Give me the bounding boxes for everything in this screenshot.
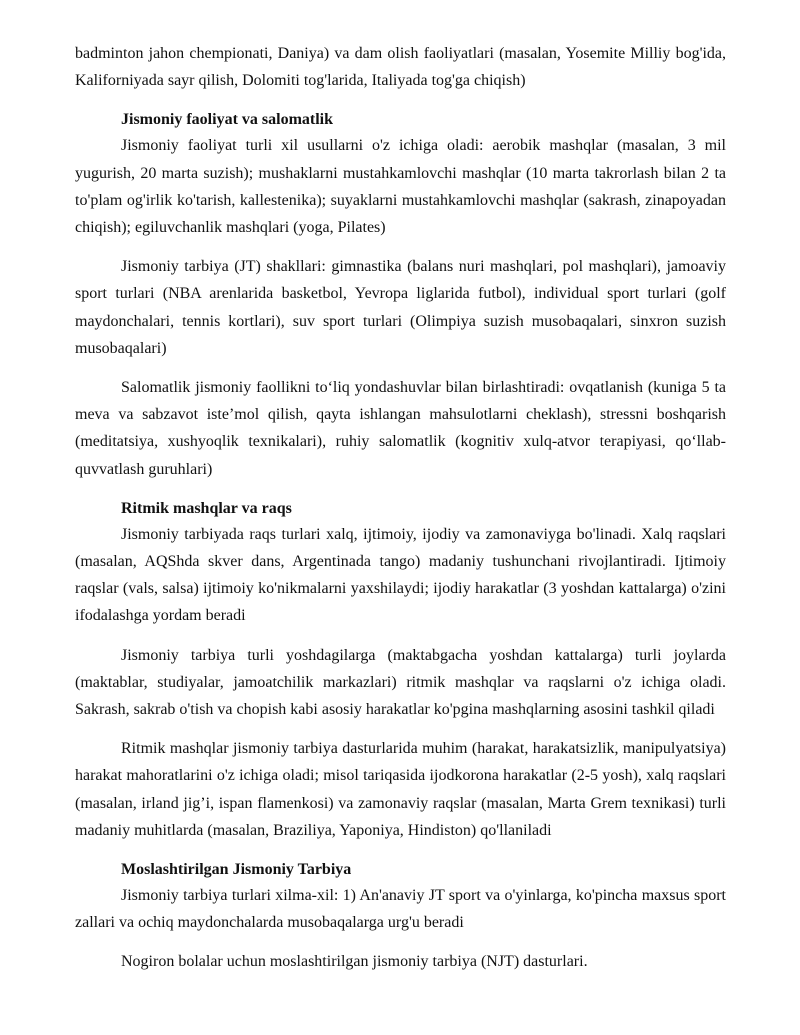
paragraph: Jismoniy tarbiya turli yoshdagilarga (maktabgacha yoshdan kattalarga) turli joylarda (maktablar, studiyalar, jamoatchilik markazlari) ritmik mashqlar va raqslarni o'z ichiga oladi. Sakrash, sakrab o'tish va chopish kabi asosiy harakatlar ko'pgina mashqlarning asosini tashkil qiladi — [75, 646, 726, 719]
section-jismoniy-faoliyat — [75, 108, 726, 482]
section-moslashtirilgan-jt — [75, 858, 726, 976]
paragraph: Jismoniy faoliyat turli xil usullarni o'z ichiga oladi: aerobik mashqlar (masalan, 3 mil yugurish, 20 marta suzish); mushaklarni mustahkamlovchi mashqlar (10 marta takrorlash bilan 2 ta to'plam og'irlik ko'tarish, kallestenika); suyaklarni mustahkamlovchi mashqlar (sakrash, zinapoyadan chiqish); egiluvchanlik mashqlari (yoga, Pilates) — [75, 137, 726, 237]
section-heading: Moslashtirilgan Jismoniy Tarbiya — [121, 861, 352, 879]
paragraph: Salomatlik jismoniy faollikni to‘liq yondashuvlar bilan birlashtiradi: ovqatlanish (kuniga 5 ta meva va sabzavot iste’mol qilish, qayta ishlangan mahsulotlarni cheklash), stressni boshqarish (meditatsiya, xushyoqlik texnikalari), ruhiy salomatlik (kognitiv xulq-atvor terapiyasi, qo‘llab-quvvatlash guruhlari) — [75, 379, 726, 478]
paragraph: Jismoniy tarbiyada raqs turlari xalq, ijtimoiy, ijodiy va zamonaviyga bo'linadi. Xalq raqslari (masalan, AQShda skver dans, Argentinada tango) madaniy tushunchani rivojlantiradi. Ijtimoiy raqslar (vals, salsa) ijtimoiy ko'nikmalarni yaxshilaydi; ijodiy harakatlar (3 yoshdan kattalarga) o'zini ifodalashga yordam beradi — [75, 525, 726, 625]
section-heading: Jismoniy faoliyat va salomatlik — [121, 111, 334, 129]
intro-paragraph: badminton jahon chempionati, Daniya) va dam olish faoliyatlari (masalan, Yosemite Milliy bog'ida, Kaliforniyada sayr qilish, Dolomiti tog'larida, Italiyada tog'ga chiqish) — [75, 45, 726, 90]
paragraph: Jismoniy tarbiya (JT) shakllari: gimnastika (balans nuri mashqlari, pol mashqlari), jamoaviy sport turlari (NBA arenlarida basketbol, Yevropa liglarida futbol), individual sport turlari (golf maydonchalari, tennis kortlari), suv sport turlari (Olimpiya suzish musobaqalari, sinxron suzish musobaqalari) — [75, 258, 726, 357]
document-page — [75, 40, 726, 988]
paragraph: Ritmik mashqlar jismoniy tarbiya dasturlarida muhim (harakat, harakatsizlik, manipulyatsiya) harakat mahoratlarini o'z ichiga oladi; misol tariqasida ijodkorona harakatlar (2-5 yosh), xalq raqslari (masalan, irland jig’i, ispan flamenkosi) va zamonaviy raqslar (masalan, Marta Grem texnikasi) turli madaniy muhitlarda (masalan, Braziliya, Yaponiya, Hindiston) qo'llaniladi — [75, 740, 726, 839]
section-heading: Ritmik mashqlar va raqs — [121, 499, 292, 517]
section-ritmik-mashqlar — [75, 497, 726, 844]
paragraph: Jismoniy tarbiya turlari xilma-xil: 1) An'anaviy JT sport va o'yinlarga, ko'pincha maxsus sport zallari va ochiq maydonchalarda musobaqalarga urg'u beradi — [75, 887, 726, 932]
paragraph: Nogiron bolalar uchun moslashtirilgan jismoniy tarbiya (NJT) dasturlari. — [121, 953, 588, 971]
